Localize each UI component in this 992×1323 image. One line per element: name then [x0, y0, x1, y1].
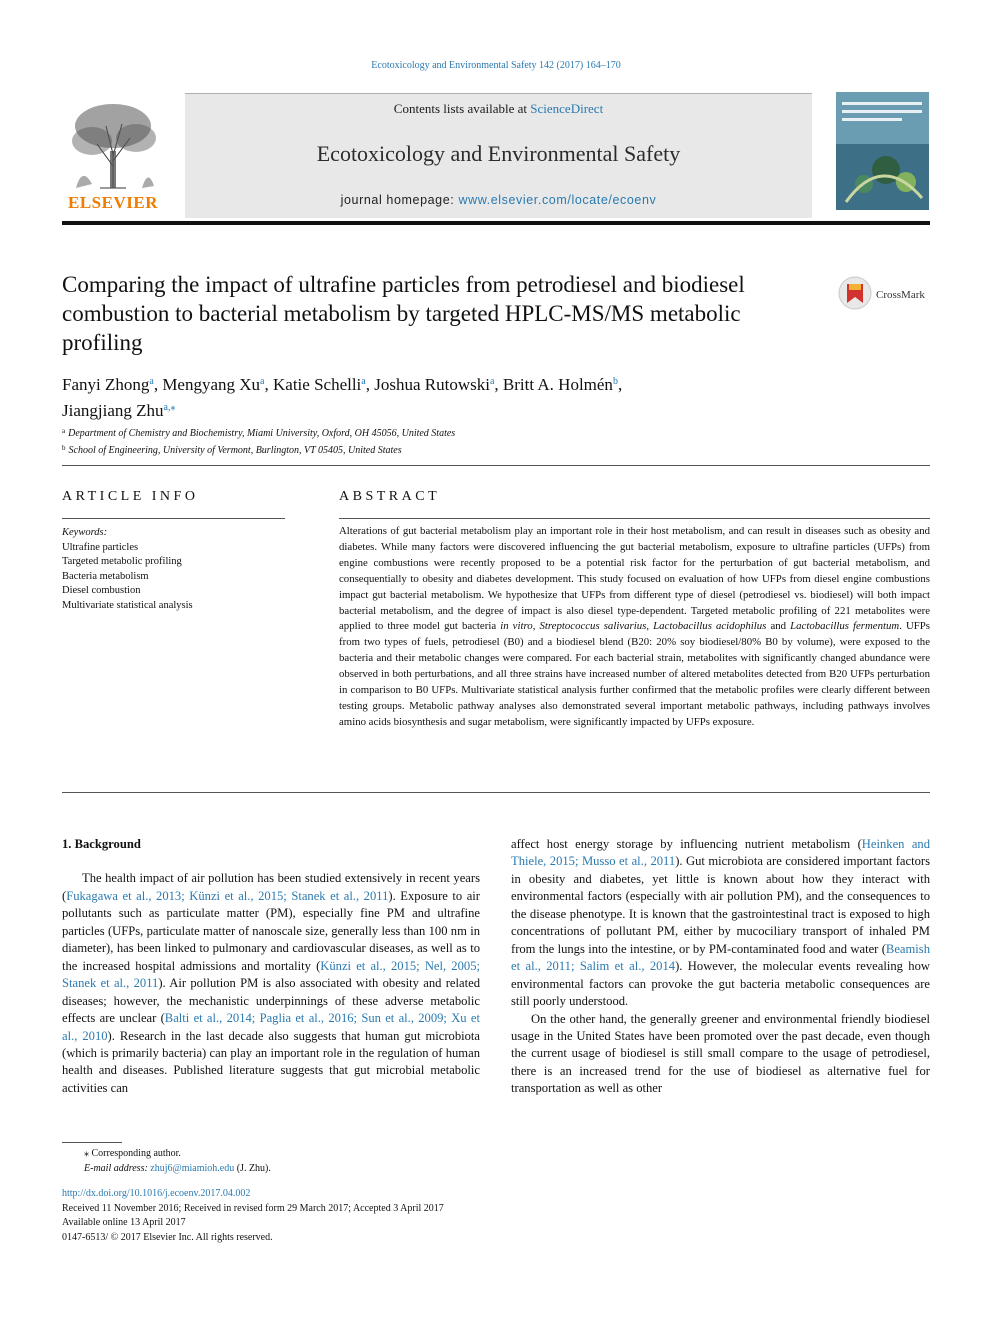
- body-text: ). Exposure to air pollutants such as particulate matter (PM), especially fine PM and ultrafine particles (UFPs, particulate matter of nanoscale size, generally less than 100 nm in diameter), has been linked to pulmonary and cardiovascular diseases, as well as to the increased hospital admissions and mortality (: [62, 888, 480, 973]
- author-name[interactable]: Joshua Rutowski: [374, 375, 490, 394]
- affiliation-label: b: [62, 444, 66, 452]
- email-note: [62, 1161, 562, 1176]
- section-heading: 1. Background: [62, 837, 141, 851]
- body-text: The health impact of air pollution has been studied extensively in recent years (: [62, 871, 480, 903]
- abstract-italic: in vitro: [500, 620, 533, 633]
- available-online: Available online 13 April 2017: [62, 1217, 186, 1228]
- elsevier-wordmark: ELSEVIER: [68, 193, 158, 212]
- citation-link[interactable]: Künzi et al., 2015; Nel, 2005; Stanek et al., 2011: [62, 958, 480, 991]
- abstract-heading: ABSTRACT: [339, 489, 441, 504]
- corresponding-note: [62, 1146, 562, 1161]
- author-affil-mark[interactable]: a: [260, 376, 265, 387]
- citation-link[interactable]: Fukagawa et al., 2013; Künzi et al., 2015; Stanek et al., 2011: [66, 888, 389, 903]
- corresponding-text: Corresponding author.: [91, 1148, 181, 1159]
- journal-homepage: [185, 193, 812, 207]
- footnote: [62, 1146, 562, 1176]
- journal-title: Ecotoxicology and Environmental Safety: [316, 141, 681, 166]
- keywords-block: [62, 526, 322, 613]
- abstract-rule: [339, 518, 930, 519]
- keyword-item: Diesel combustion: [62, 585, 141, 596]
- affiliation-text: Department of Chemistry and Biochemistry, Miami University, Oxford, OH 45056, United States: [68, 428, 456, 439]
- sciencedirect-link[interactable]: ScienceDirect: [530, 101, 604, 116]
- section-divider: [62, 792, 930, 793]
- author-name[interactable]: Fanyi Zhong: [62, 375, 150, 394]
- author-name[interactable]: Mengyang Xu: [162, 375, 261, 394]
- email-suffix: (J. Zhu).: [234, 1163, 271, 1174]
- footnote-rule: [62, 1142, 122, 1143]
- article-history: Received 11 November 2016; Received in revised form 29 March 2017; Accepted 3 April 2017: [62, 1202, 444, 1214]
- body-text: ). Gut microbiota are considered important factors in obesity and diabetes, yet little is known about how they interact with environmental factors (especially with air pollution PM), and the consequences to the disease phenotype. It is known that the gastrointestinal tract is exposed to high concentrations of pollutant PM, either by mucociliary transport of inhaled PM from the lungs into the intestine, or by PM-contaminated food and water (: [511, 854, 930, 956]
- affiliation-item: [62, 424, 822, 441]
- crossmark-label: CrossMark: [876, 289, 925, 301]
- keyword-item: Ultrafine particles: [62, 541, 139, 553]
- citation-link[interactable]: Heinken and Thiele, 2015; Musso et al., 2011: [511, 837, 931, 869]
- keyword-item: Bacteria metabolism: [62, 570, 149, 582]
- author-separator: ,: [153, 375, 163, 394]
- keywords-label: Keywords:: [62, 527, 108, 538]
- abstract-segment: . UFPs from two types of fuels, petrodiesel (B0) and a biodiesel blend (B20: 20% soy biodiesel/80% B0 by volume), were exposed to the bacteria and their metabolic changes were compared. For each bacterial strain, metabolites with significantly changed abundance were observed in both perturbations, and all three strains have increased number of altered metabolites detected from B20 UFPs perturbation in comparison to B0 UFPs. Multivariate statistical analysis further confirmed that the metabolic profiles were clearly different between testing groups. Metabolic pathway analyses also demonstrated several important metabolic pathways, including pathways involves amino acids biosynthesis and sugar metabolism, were significantly impacted by UFPs exposure.: [339, 620, 930, 728]
- section-divider: [62, 465, 930, 466]
- abstract-segment: ,: [532, 620, 540, 633]
- abstract-text: [339, 524, 930, 731]
- keyword-item: Targeted metabolic profiling: [62, 556, 182, 567]
- body-paragraph: [62, 870, 480, 1097]
- body-text: ). Research in the last decade also suggests that human gut microbiota (which is primarily bacteria) can play an important role in the regulation of human health and diseases. Published literature suggests that gut microbial metabolic activities can: [62, 1028, 480, 1095]
- article-info-rule: [62, 518, 285, 519]
- abstract-species: Streptococcus salivarius: [539, 620, 647, 633]
- copyright-line: 0147-6513/ © 2017 Elsevier Inc. All rights reserved.: [62, 1231, 273, 1243]
- author-name[interactable]: Jiangjiang Zhu: [62, 401, 164, 420]
- crossmark-badge[interactable]: [838, 276, 932, 310]
- article-title: Comparing the impact of ultrafine particles from petrodiesel and biodiesel combustion to bacterial metabolism by targeted HPLC-MS/MS metabolic profiling: [62, 272, 745, 355]
- abstract-segment: ,: [646, 620, 654, 633]
- author-affil-mark[interactable]: b: [612, 376, 618, 387]
- article-info-heading: ARTICLE INFO: [62, 489, 199, 504]
- affiliations: [62, 424, 822, 458]
- journal-citation-link[interactable]: Ecotoxicology and Environmental Safety 142 (2017) 164–170: [371, 60, 621, 71]
- author-separator: ,: [365, 375, 375, 394]
- doi-link[interactable]: http://dx.doi.org/10.1016/j.ecoenv.2017.04.002: [62, 1188, 251, 1199]
- journal-cover-image[interactable]: [836, 92, 929, 210]
- affiliation-label: a: [62, 427, 66, 435]
- author-name[interactable]: Britt A. Holmén: [502, 375, 613, 394]
- header-rule: [62, 221, 930, 225]
- affiliation-text: School of Engineering, University of Vermont, Burlington, VT 05405, United States: [68, 445, 402, 456]
- author-separator: ,: [617, 375, 623, 394]
- author-affil-mark[interactable]: a: [361, 376, 366, 387]
- author-separator: ,: [494, 375, 503, 394]
- citation-link[interactable]: Beamish et al., 2011; Salim et al., 2014: [511, 941, 930, 974]
- email-label: E-mail address:: [84, 1163, 148, 1174]
- homepage-link[interactable]: www.elsevier.com/locate/ecoenv: [458, 193, 657, 207]
- affiliation-item: [62, 441, 822, 458]
- citation-link[interactable]: Balti et al., 2014; Paglia et al., 2016; Sun et al., 2009; Xu et al., 2010: [62, 1011, 480, 1043]
- author-affil-mark[interactable]: a: [149, 376, 154, 387]
- body-text: affect host energy storage by influencing nutrient metabolism (: [511, 837, 862, 851]
- author-list: [62, 370, 822, 422]
- abstract-segment: Alterations of gut bacterial metabolism play an important role in their host metabolism, and can result in diseases such as obesity and diabetes. While many factors were discovered influencing the gut bacterial metabolism, exposure to ultrafine particles (UFPs) from engine combustions were recently proposed to be a potential risk factor for the perturbation of gut bacterial metabolism, and consequentially to obesity and diabetes development. This study focused on evaluation of how UFPs from diesel engine combustions impact gut bacterial metabolism. We hypothesize that UFPs from different type of diesel (petrodiesel vs. biodiesel) will both impact bacterial metabolism, and the degree of impact is also diesel type-dependent. Targeted metabolic profiling of 221 metabolites were applied to three model gut bacteria: [339, 525, 930, 633]
- author-affil-mark[interactable]: a,⁎: [163, 402, 176, 413]
- email-link[interactable]: zhuj6@miamioh.edu: [150, 1163, 235, 1174]
- body-text: ). However, the molecular events revealing how environmental factors can provoke the gut bacteria metabolic consequences are still poorly understood.: [511, 959, 930, 1009]
- abstract-segment: and: [766, 620, 791, 633]
- body-paragraph: On the other hand, the generally greener and environmental friendly biodiesel usage in the United States have been promoted over the past decade, even though the current usage of biodiesel is still small compare to the usage of petrodiesel, there is an increased trend for the use of biodiesel as alternative fuel for transportation as well as other: [511, 1011, 930, 1096]
- contents-prefix: Contents lists available at: [393, 101, 531, 116]
- contents-line: [185, 101, 812, 117]
- keyword-item: Multivariate statistical analysis: [62, 599, 193, 611]
- author-separator: ,: [264, 375, 273, 394]
- body-paragraph: [511, 836, 930, 1011]
- abstract-species: Lactobacillus acidophilus: [653, 620, 767, 633]
- body-text: ). Air pollution PM is also associated with obesity and related diseases; however, the mechanistic underpinnings of these adverse metabolic effects are unclear (: [62, 976, 480, 1026]
- author-name[interactable]: Katie Schelli: [273, 375, 362, 394]
- author-affil-mark[interactable]: a: [489, 376, 495, 387]
- body-column-right: [511, 836, 930, 1098]
- body-column-left: [62, 836, 480, 1097]
- abstract-species: Lactobacillus fermentum: [790, 620, 900, 633]
- corresponding-marker: ⁎: [84, 1148, 89, 1159]
- article-metadata: [62, 1187, 662, 1245]
- homepage-label: journal homepage:: [340, 193, 459, 207]
